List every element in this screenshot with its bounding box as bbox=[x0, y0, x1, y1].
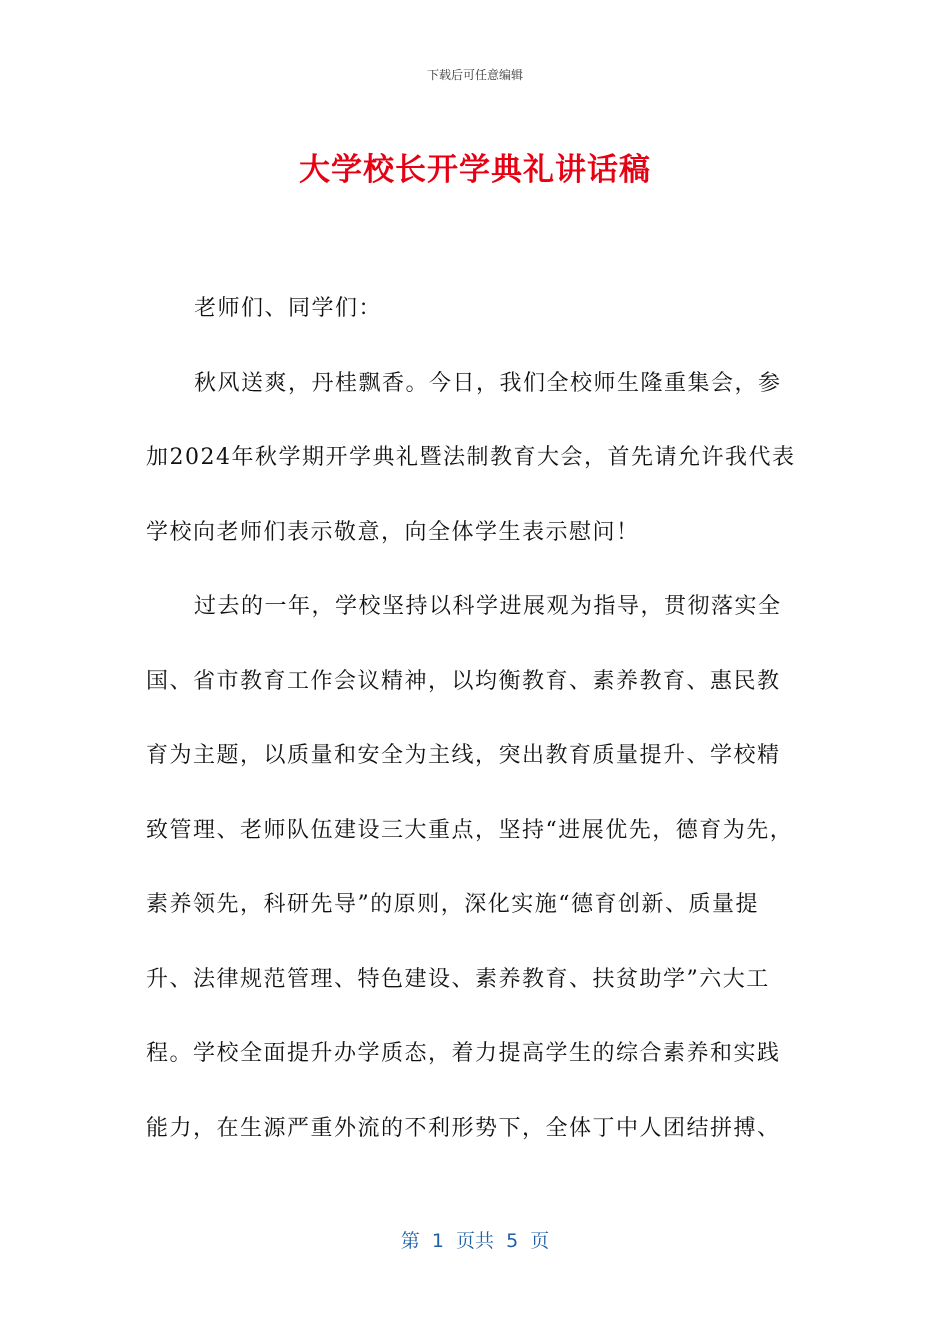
header-note: 下载后可任意编辑 bbox=[426, 68, 523, 82]
text-line: 老师们、同学们： bbox=[194, 296, 383, 321]
text-line: 致管理、老师队伍建设三大重点，坚持“进展优先，德育为先， bbox=[146, 817, 794, 843]
text-line: 学校向老师们表示敬意，向全体学生表示慰问！ bbox=[146, 519, 640, 545]
salutation-paragraph bbox=[146, 272, 811, 347]
document-body bbox=[146, 272, 811, 1166]
text-line: 素养领先，科研先导”的原则，深化实施“德育创新、质量提 bbox=[146, 892, 759, 917]
text-line: 升、法律规范管理、特色建设、素养教育、扶贫助学”六大工 bbox=[146, 966, 770, 992]
opening-paragraph-continuation bbox=[146, 421, 811, 570]
text-line: 育为主题，以质量和安全为主线，突出教育质量提升、学校精 bbox=[146, 743, 781, 768]
text-line: 程。学校全面提升办学质态，着力提高学生的综合素养和实践 bbox=[146, 1041, 781, 1066]
text-line: 秋风送爽，丹桂飘香。今日，我们全校师生隆重集会，参 bbox=[194, 370, 782, 396]
text-line: 能力，在生源严重外流的不利形势下，全体丁中人团结拼搏、 bbox=[146, 1115, 781, 1141]
page-footer: 第 1 页共 5 页 bbox=[400, 1230, 550, 1252]
text-line: 过去的一年，学校坚持以科学进展观为指导，贯彻落实全 bbox=[194, 594, 782, 619]
text-line: 国、省市教育工作会议精神，以均衡教育、素养教育、惠民教 bbox=[146, 668, 781, 694]
text-line: 加2024年秋学期开学典礼暨法制教育大会，首先请允许我代表 bbox=[146, 445, 796, 470]
document-title: 大学校长开学典礼讲话稿 bbox=[299, 152, 651, 188]
review-paragraph bbox=[146, 570, 811, 645]
opening-paragraph bbox=[146, 347, 811, 422]
review-paragraph-continuation bbox=[146, 645, 811, 1167]
